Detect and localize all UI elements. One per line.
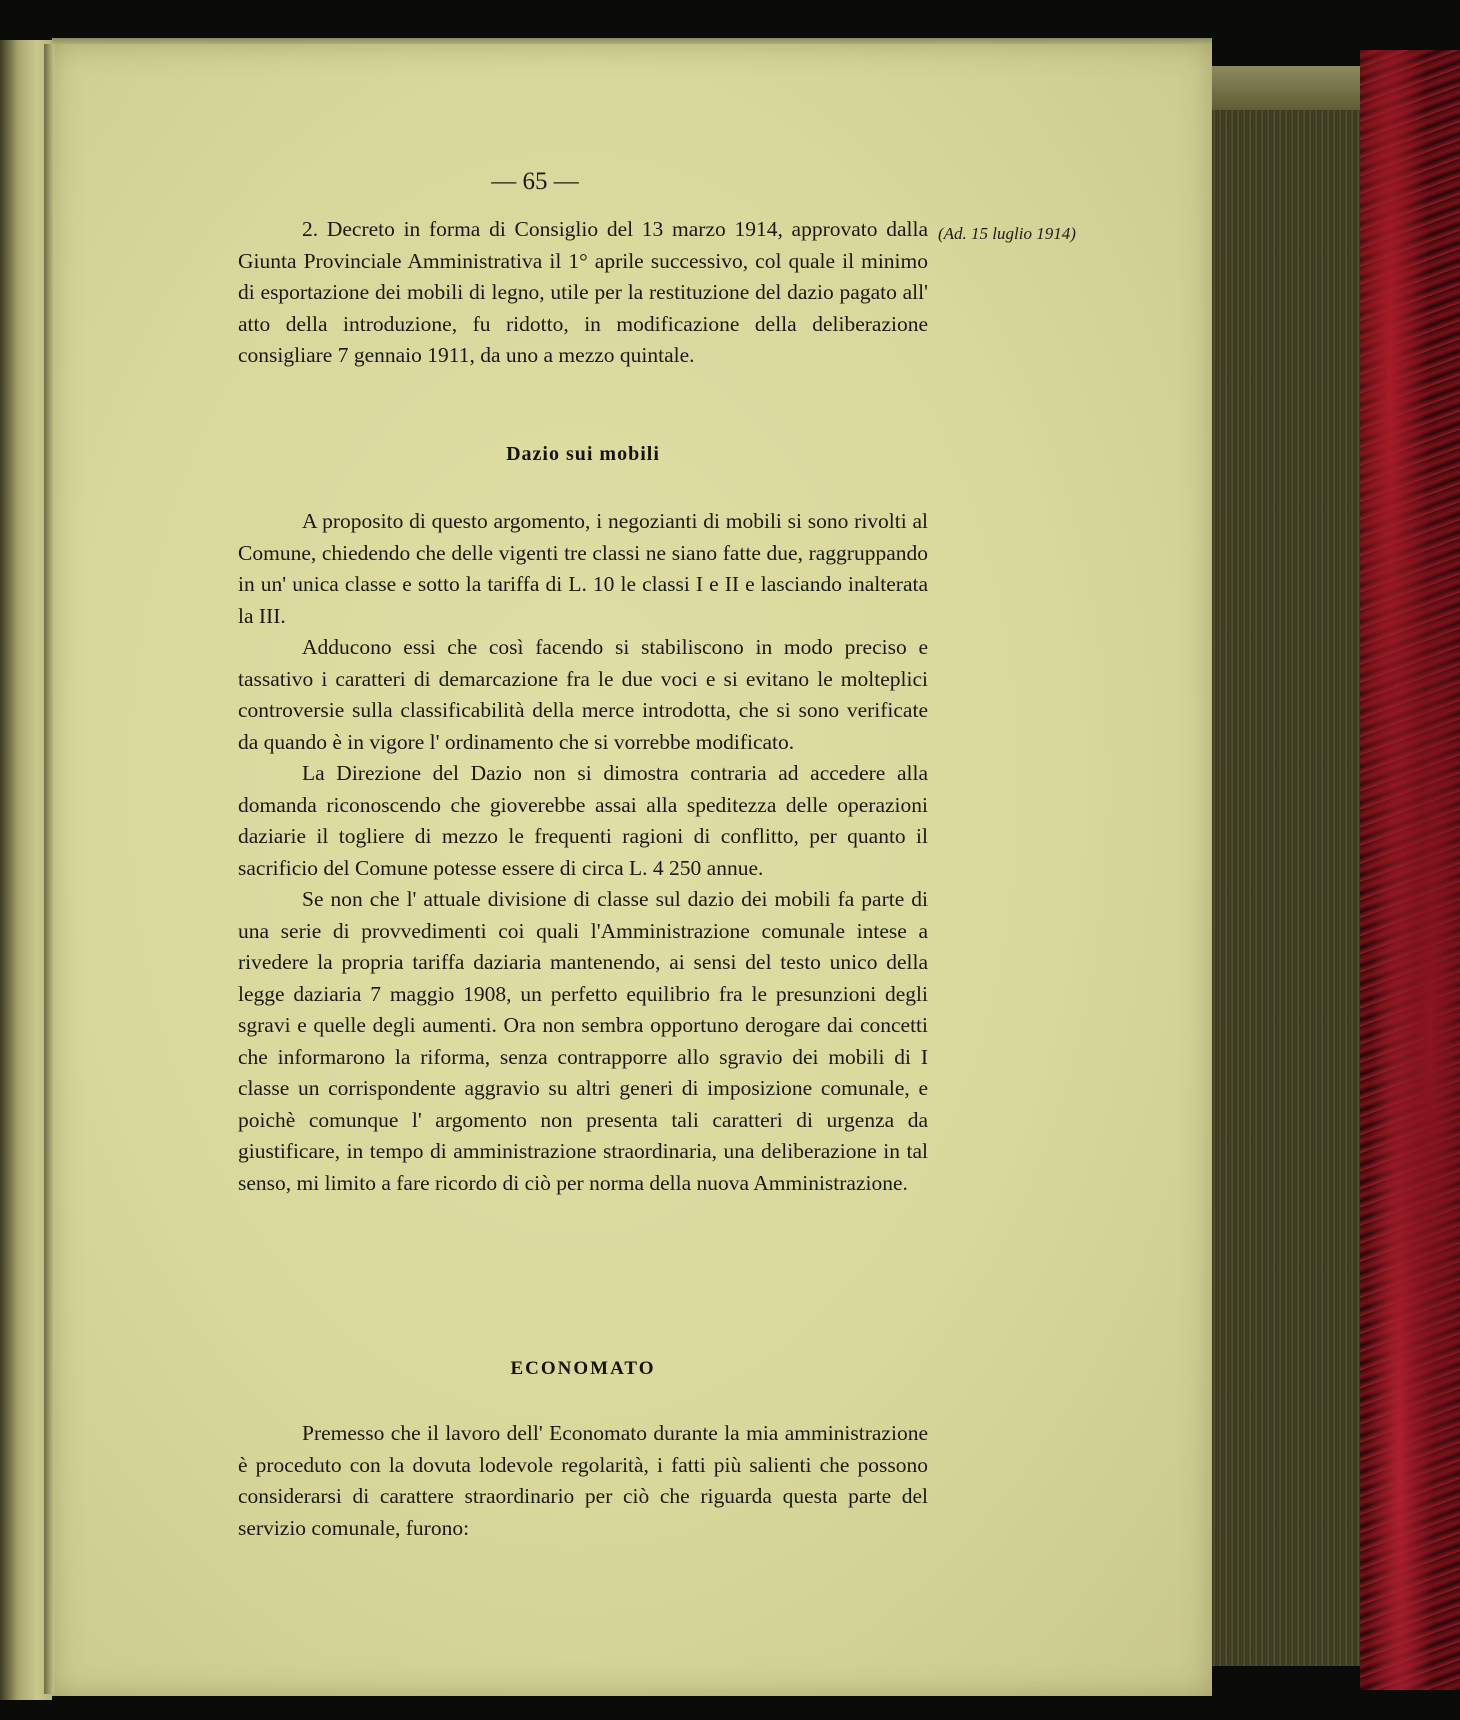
paragraph: Se non che l' attuale divisione di classe sul dazio dei mobili fa parte di una serie di provvedimenti coi quali l'Amministrazione comunale intese a rivedere la propria tariffa daziaria mantenendo, ai sensi del testo unico della legge daziaria 7 maggio 1908, un perfetto equilibrio fra le presunzioni degli sgravi e quelle degli aumenti. Ora non sembra opportuno derogare dai concetti che informarono la riforma, senza contrapporre allo sgravio dei mobili di I classe un corrispondente aggravio su altri generi di imposizione comunale, e poichè comunque l' argomento non presenta tali caratteri di urgenza da giustificare, in tempo di amministrazione straordinaria, una deliberazione in tal senso, mi limito a fare ricordo di ciò per norma della nuova Amministrazione. — [238, 887, 928, 1195]
page-number: — 65 — — [491, 168, 579, 195]
paragraph: A proposito di questo argomento, i negozianti di mobili si sono rivolti al Comune, chiedendo che delle vigenti tre classi ne siano fatte due, raggruppando in un' unica classe e sotto la tariffa di L. 10 le classi I e II e lasciando inalterata la III. — [238, 509, 928, 628]
margin-note-date: (Ad. 15 luglio 1914) — [938, 224, 1076, 243]
text-block-decree — [238, 214, 928, 372]
book-fore-edge — [1212, 66, 1372, 1666]
text-block-economato — [238, 1418, 928, 1544]
paragraph: La Direzione del Dazio non si dimostra contraria ad accedere alla domanda riconoscendo che gioverebbe assai alla speditezza delle operazioni daziarie il togliere di mezzo le frequenti ragioni di conflitto, per quanto il sacrificio del Comune potesse essere di circa L. 4 250 annue. — [238, 761, 928, 880]
paragraph: 2. Decreto in forma di Consiglio del 13 marzo 1914, approvato dalla Giunta Provinciale Amministrativa il 1° aprile successivo, col quale il minimo di esportazione dei mobili di legno, utile per la restituzione del dazio pagato all' atto della introduzione, fu ridotto, in modificazione della deliberazione consigliare 7 gennaio 1911, da uno a mezzo quintale. — [238, 217, 928, 367]
section-heading-dazio-sui-mobili: Dazio sui mobili — [506, 443, 660, 465]
paragraph: Adducono essi che così facendo si stabiliscono in modo preciso e tassativo i caratteri di demarcazione fra le due voci e si evitano le molteplici controversie sulla classificabilità della merce introdotta, che si sono verificate da quando è in vigore l' ordinamento che si vorrebbe modificato. — [238, 635, 928, 754]
marbled-cover-board — [1360, 50, 1460, 1690]
text-block-dazio-sui-mobili — [238, 506, 928, 1199]
book-block-top — [1212, 66, 1362, 110]
paragraph: Premesso che il lavoro dell' Economato durante la mia amministrazione è proceduto con la dovuta lodevole regolarità, i fatti più salienti che possono considerarsi di carattere straordinario per ciò che riguarda questa parte del servizio comunale, furono: — [238, 1421, 928, 1540]
book-gutter — [44, 44, 54, 1694]
section-heading-economato: ECONOMATO — [510, 1358, 656, 1379]
